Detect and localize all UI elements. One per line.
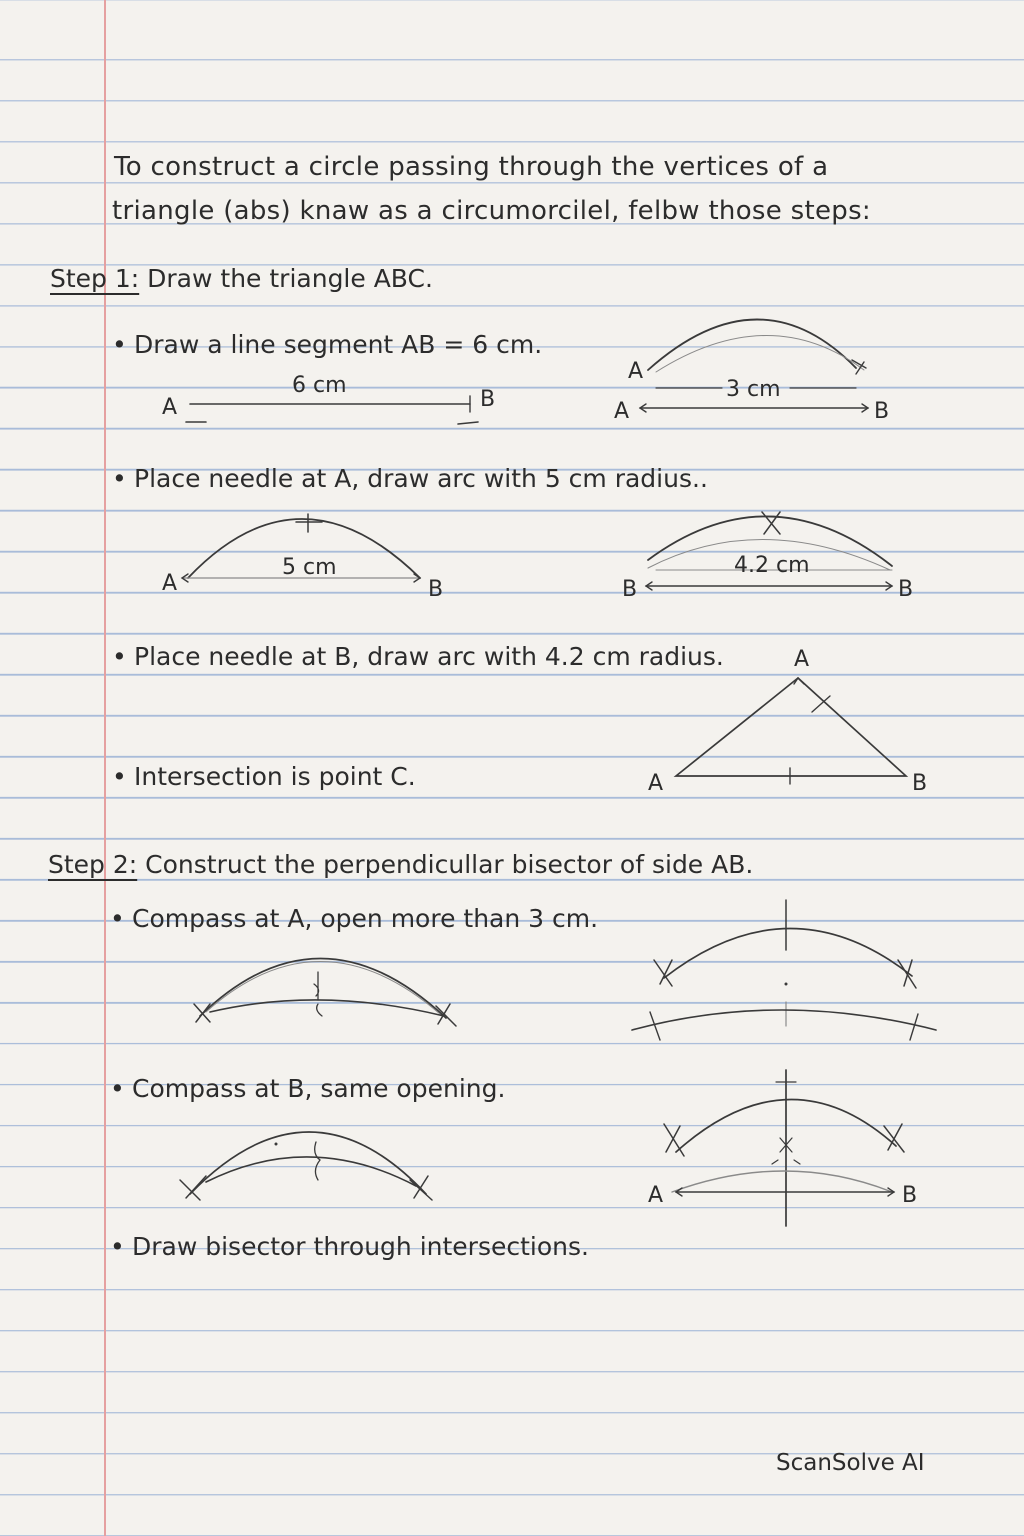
step2-bullet-3: • Draw bisector through intersections.: [110, 1232, 589, 1261]
intro-line-1: To construct a circle passing through the vertices of a: [114, 152, 829, 182]
step2-bullet-1: • Compass at A, open more than 3 cm.: [110, 904, 599, 933]
bullet-text: Place needle at B, draw arc with 4.2 cm radius.: [134, 642, 724, 671]
point-label-a-upper: A: [628, 359, 644, 384]
point-label-b-left: B: [622, 577, 638, 602]
figure-segment-6cm: [162, 373, 495, 424]
step1-bullet-2: • Place needle at A, draw arc with 5 cm radius..: [112, 464, 708, 493]
bullet-text: Draw bisector through intersections.: [132, 1232, 589, 1261]
point-label-a: A: [162, 395, 178, 420]
figure-arcs-bisector-top: [632, 900, 936, 1040]
bullet-text: Place needle at A, draw arc with 5 cm radius..: [134, 464, 708, 493]
measure-label: 6 cm: [292, 373, 347, 398]
figure-arc-3cm: [614, 319, 889, 424]
figure-arc-5cm: [162, 514, 443, 602]
bullet-text: Compass at A, open more than 3 cm.: [132, 904, 599, 933]
intro-line-2: triangle (abs) knaw as a circumorcilel, felbw those steps:: [112, 196, 871, 226]
point-label-b: B: [898, 577, 914, 602]
point-label-b: B: [874, 399, 890, 424]
figure-arcs-compass-b: [180, 1132, 432, 1200]
measure-label: 5 cm: [282, 555, 337, 580]
figure-triangle: [648, 647, 927, 796]
watermark-text: ScanSolve AI: [776, 1450, 925, 1476]
step1-bullet-3: • Place needle at B, draw arc with 4.2 cm radius.: [112, 642, 724, 671]
bullet-text: Compass at B, same opening.: [132, 1074, 506, 1103]
measure-label: 4.2 cm: [734, 553, 810, 578]
point-label-a: A: [614, 399, 630, 424]
point-label-b: B: [428, 577, 444, 602]
measure-label: 3 cm: [726, 377, 781, 402]
step1-title: Draw the triangle ABC.: [147, 264, 433, 293]
step1-bullet-4: • Intersection is point C.: [112, 762, 416, 791]
figure-arc-4-2cm: [622, 512, 913, 602]
figure-bisector-final: [648, 1070, 917, 1226]
bullet-text: Intersection is point C.: [134, 762, 416, 791]
step2-label: Step 2:: [48, 850, 138, 879]
point-label-a: A: [648, 771, 664, 796]
point-label-a: A: [648, 1183, 664, 1208]
step1-label: Step 1:: [50, 264, 140, 293]
step2-title: Construct the perpendicullar bisector of side AB.: [145, 850, 754, 879]
point-label-a: A: [162, 571, 178, 596]
point-label-b: B: [912, 771, 928, 796]
step2-bullet-2: • Compass at B, same opening.: [110, 1074, 506, 1103]
point-label-b: B: [480, 387, 496, 412]
apex-label: A: [794, 647, 810, 672]
point-label-b: B: [902, 1183, 918, 1208]
step1-bullet-1: • Draw a line segment AB = 6 cm.: [112, 330, 543, 359]
figure-arcs-compass-a: [194, 958, 456, 1026]
bullet-text: Draw a line segment AB = 6 cm.: [134, 330, 543, 359]
